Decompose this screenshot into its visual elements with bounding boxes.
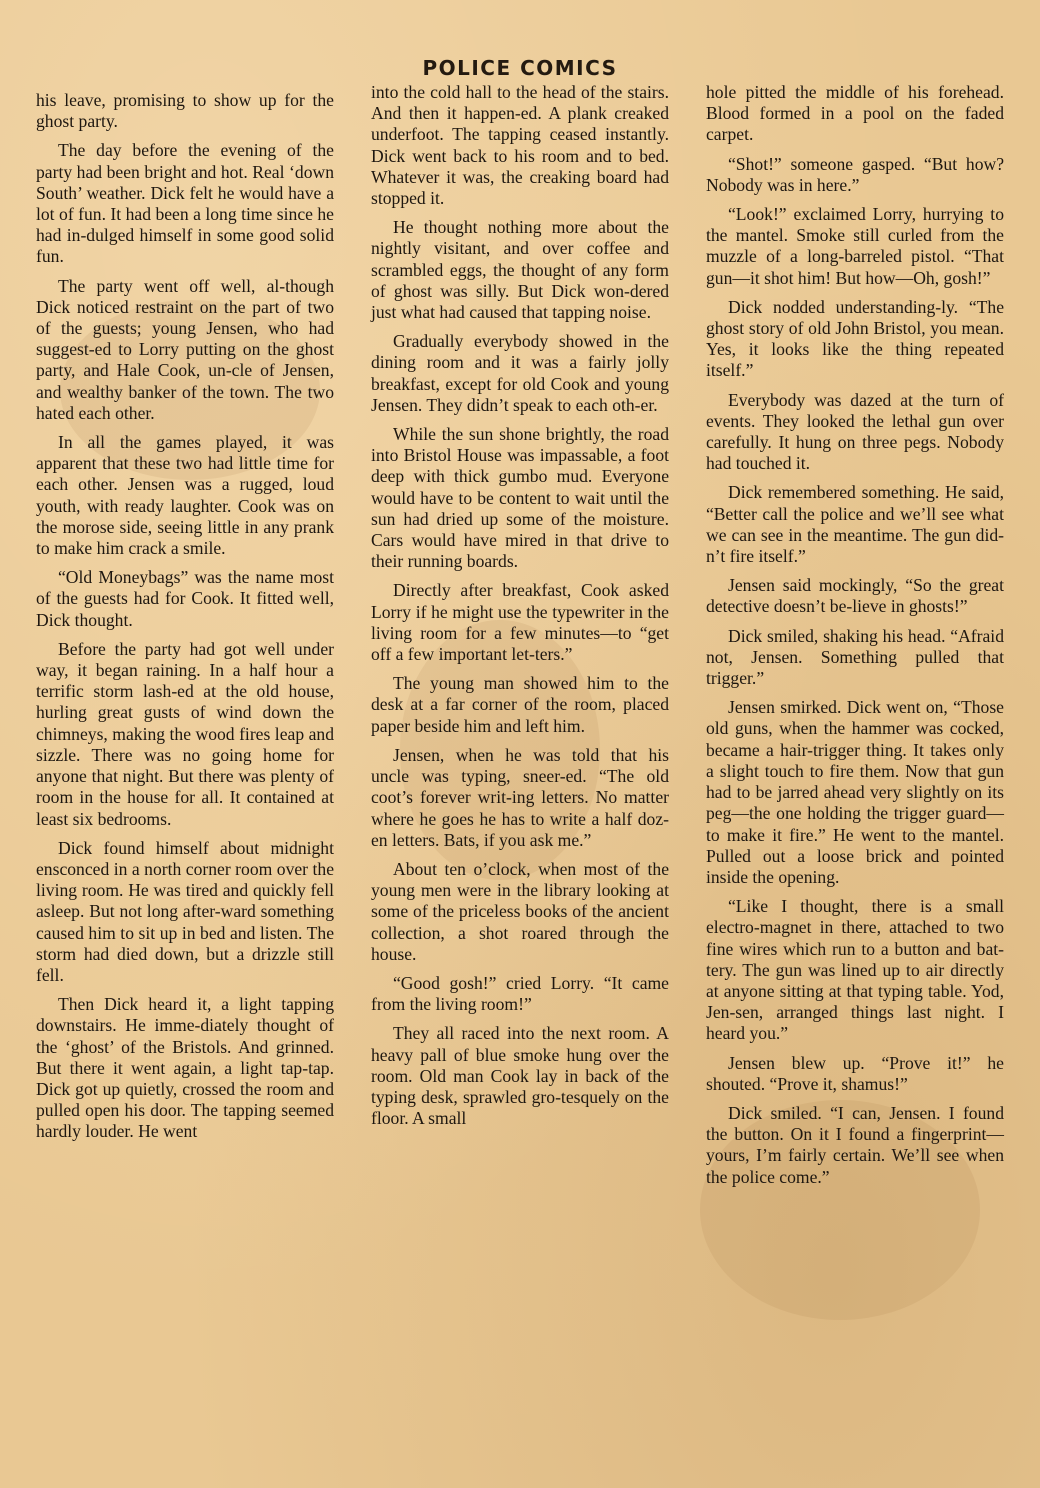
paragraph: He thought nothing more about the nightly visitant, and over coffee and scrambled eggs, the thought of any form of ghost was silly. But Dick won-dered just what had caused that tapping noise. — [371, 217, 669, 323]
paragraph: In all the games played, it was apparent that these two had little time for each other. Jensen was a rugged, loud youth, with ready laughter. Cook was on the morose side, seeing little in any prank to make him crack a smile. — [36, 432, 334, 559]
paragraph: Dick remembered something. He said, “Better call the police and we’ll see what we can see in the meantime. The gun did-n’t fire itself.” — [706, 482, 1004, 567]
paragraph: Dick smiled. “I can, Jensen. I found the button. On it I found a fingerprint—yours, I’m fairly certain. We’ll see when the police come.” — [706, 1102, 1004, 1187]
paragraph: his leave, promising to show up for the ghost party. — [36, 90, 334, 132]
paragraph: While the sun shone brightly, the road into Bristol House was impassable, a foot deep with thick gumbo mud. Everyone would have to be content to wait until the sun had dried up some of the moisture. Cars would have mired in that drive to their running boards. — [371, 424, 669, 572]
paragraph: About ten o’clock, when most of the young men were in the library looking at some of the priceless books of the ancient collection, a shot roared through the house. — [371, 858, 669, 964]
paragraph: Dick found himself about midnight ensconced in a north corner room over the living room. He was tired and quickly fell asleep. But not long after-ward something caused him to sit up in bed and listen. The storm had died down, but a drizzle still fell. — [36, 837, 334, 985]
page-header-title: POLICE COMICS — [422, 56, 618, 80]
paragraph: Dick smiled, shaking his head. “Afraid not, Jensen. Something pulled that trigger.” — [706, 625, 1004, 689]
paragraph: “Good gosh!” cried Lorry. “It came from the living room!” — [371, 972, 669, 1015]
paragraph: Jensen blew up. “Prove it!” he shouted. “Prove it, shamus!” — [706, 1052, 1004, 1094]
paragraph: into the cold hall to the head of the stairs. And then it happen-ed. A plank creaked underfoot. The tapping ceased instantly. Dick went back to his room and to bed. Whatever it was, the creaking board had stopped it. — [371, 82, 669, 209]
paragraph: Jensen smirked. Dick went on, “Those old guns, when the hammer was cocked, became a hair-trigger thing. It takes only a slight touch to fire them. Now that gun had to be jarred ahead very slightly on its peg—the one holding the trigger guard—to make it fire.” He went to the mantel. Pulled out a loose brick and pointed inside the opening. — [706, 697, 1004, 887]
paragraph: Gradually everybody showed in the dining room and it was a fairly jolly breakfast, except for old Cook and young Jensen. They didn’t speak to each oth-er. — [371, 331, 669, 415]
paragraph: Dick nodded understanding-ly. “The ghost story of old John Bristol, you mean. Yes, it looks like the thing repeated itself.” — [706, 296, 1004, 381]
paragraph: The party went off well, al-though Dick noticed restraint on the part of two of the guests; young Jensen, who had suggest-ed to Lorry putting on the ghost party, and Hale Cook, un-cle of Jensen, and wealthy banker of the town. The two hated each other. — [36, 275, 334, 423]
text-column-2 — [371, 82, 669, 1137]
paragraph: They all raced into the next room. A heavy pall of blue smoke hung over the room. Old man Cook lay in back of the typing desk, sprawled gro-tesquely on the floor. A small — [371, 1023, 669, 1129]
text-column-3 — [706, 82, 1004, 1196]
paragraph: Jensen, when he was told that his uncle was typing, sneer-ed. “The old coot’s forever writ-ing letters. No matter where he goes he has to write a half doz-en letters. Bats, if you ask me.” — [371, 744, 669, 850]
paragraph: “Like I thought, there is a small electro-magnet in there, attached to two fine wires which run to a button and bat-tery. The gun was lined up to air directly at anyone sitting at that typing table. Yod, Jen-sen, arranged things last night. I heard you.” — [706, 896, 1004, 1044]
text-column-1 — [36, 90, 334, 1151]
paragraph: Directly after breakfast, Cook asked Lorry if he might use the typewriter in the living room for a few minutes—to “get off a few important let-ters.” — [371, 580, 669, 665]
paragraph: The day before the evening of the party had been bright and hot. Real ‘down South’ weather. Dick felt he would have a lot of fun. It had been a long time since he had in-dulged himself in some good solid fun. — [36, 140, 334, 267]
paragraph: “Shot!” someone gasped. “But how? Nobody was in here.” — [706, 153, 1004, 195]
paragraph: Before the party had got well under way, it began raining. In a half hour a terrific storm lash-ed at the old house, hurling great gusts of wind down the chimneys, making the wood fires leap and sizzle. There was no going home for anyone that night. But there was plenty of room in the house for all. It contained at least six bedrooms. — [36, 638, 334, 829]
paragraph: hole pitted the middle of his forehead. Blood formed in a pool on the faded carpet. — [706, 82, 1004, 145]
paragraph: Then Dick heard it, a light tapping downstairs. He imme-diately thought of the ‘ghost’ of the Bristols. And grinned. But there it went again, a light tap-tap. Dick got up quietly, crossed the room and pulled open his door. The tapping seemed hardly louder. He went — [36, 994, 334, 1142]
paragraph: “Old Moneybags” was the name most of the guests had for Cook. It fitted well, Dick thought. — [36, 567, 334, 630]
paragraph: Everybody was dazed at the turn of events. They looked the lethal gun over carefully. It hung on three pegs. Nobody had touched it. — [706, 389, 1004, 474]
paragraph: Jensen said mockingly, “So the great detective doesn’t be-lieve in ghosts!” — [706, 575, 1004, 617]
paragraph: The young man showed him to the desk at a far corner of the room, placed paper beside him and left him. — [371, 673, 669, 736]
paragraph: “Look!” exclaimed Lorry, hurrying to the mantel. Smoke still curled from the muzzle of a long-barreled pistol. “That gun—it shot him! But how—Oh, gosh!” — [706, 204, 1004, 288]
